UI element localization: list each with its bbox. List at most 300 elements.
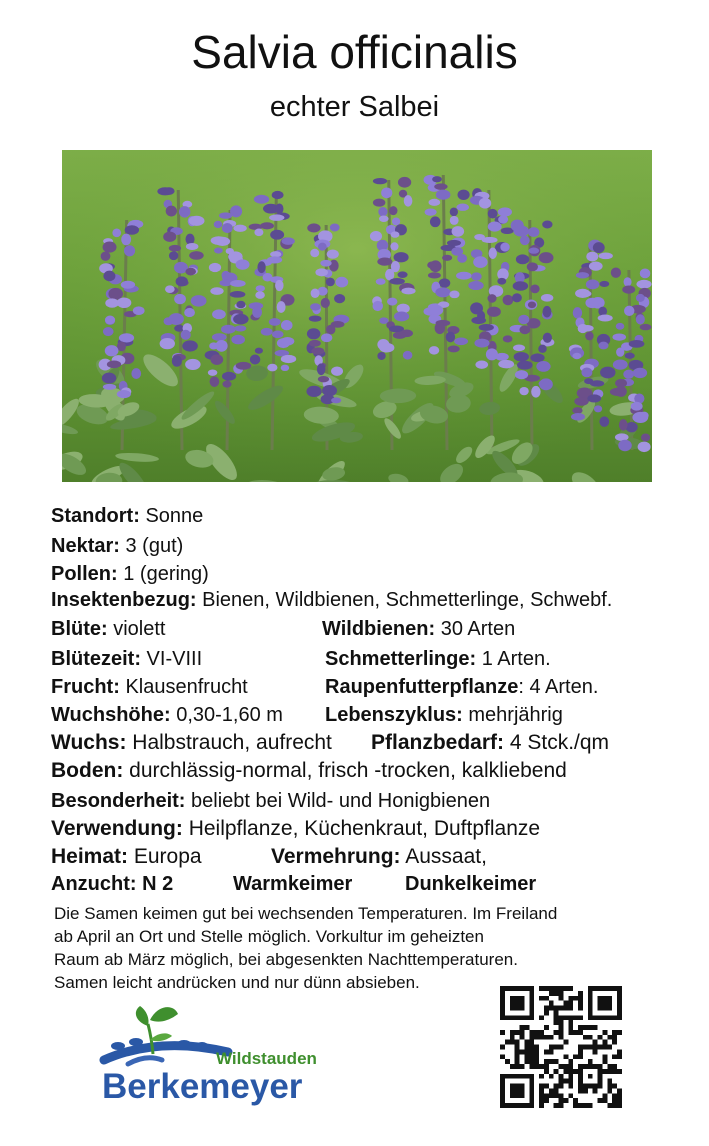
- sage-flower: [585, 332, 593, 341]
- sage-flower: [307, 328, 321, 339]
- qr-module: [607, 1079, 612, 1084]
- qr-module: [559, 1035, 564, 1040]
- sage-flower: [209, 342, 218, 349]
- qr-module: [598, 1045, 603, 1050]
- info-nektar: Nektar: 3 (gut): [51, 535, 184, 557]
- qr-module: [563, 1001, 568, 1006]
- sage-flower: [189, 251, 204, 260]
- info-wuchs: Wuchs: Halbstrauch, aufrecht: [51, 731, 332, 754]
- qr-module: [578, 996, 583, 1001]
- sage-flower: [121, 234, 131, 246]
- sage-flower: [307, 223, 320, 232]
- qr-module: [568, 1001, 573, 1006]
- qr-module: [559, 1045, 564, 1050]
- sage-flower: [105, 316, 115, 325]
- qr-module: [583, 1035, 588, 1040]
- sage-flower: [516, 254, 529, 264]
- sage-flower: [112, 228, 121, 237]
- logo-leaf-right: [150, 1007, 178, 1021]
- qr-module: [583, 1088, 588, 1093]
- qr-module: [568, 1064, 573, 1069]
- sage-flower: [208, 370, 217, 376]
- sage-flower: [598, 253, 612, 260]
- qr-module: [524, 1049, 529, 1054]
- sage-flower: [479, 198, 491, 209]
- sage-flower: [174, 294, 186, 304]
- sage-flower: [517, 361, 533, 370]
- sage-flower: [536, 361, 550, 372]
- info-verwendung: Verwendung: Heilpflanze, Küchenkraut, Duftpflanze: [51, 817, 541, 840]
- sage-flower: [212, 309, 226, 319]
- sage-flower: [381, 187, 392, 198]
- qr-module: [544, 1006, 549, 1011]
- sage-flower: [488, 222, 502, 232]
- sage-flower: [598, 342, 608, 350]
- sage-flower: [379, 343, 394, 353]
- sage-flower: [108, 288, 123, 300]
- sage-flower: [454, 338, 468, 346]
- qr-module: [578, 1001, 583, 1006]
- qr-module: [549, 991, 554, 996]
- qr-module: [534, 1045, 539, 1050]
- sage-flower: [587, 394, 601, 402]
- qr-module: [529, 1045, 534, 1050]
- sage-flower: [475, 361, 488, 369]
- sage-flower: [269, 214, 284, 221]
- sage-flower: [261, 328, 273, 336]
- sage-flower: [309, 316, 322, 322]
- qr-module: [554, 1093, 559, 1098]
- sage-flower: [456, 272, 472, 280]
- qr-module: [539, 1098, 544, 1103]
- sage-flower: [578, 324, 588, 333]
- qr-module: [554, 1006, 559, 1011]
- qr-module: [583, 1025, 588, 1030]
- qr-module: [520, 1025, 525, 1030]
- sage-flower: [488, 209, 498, 219]
- sage-flower: [515, 370, 528, 379]
- qr-module: [544, 1010, 549, 1015]
- sage-flower: [404, 195, 413, 206]
- sage-flower: [169, 251, 178, 260]
- sage-flower: [538, 345, 547, 353]
- qr-module: [588, 1035, 593, 1040]
- sage-flower: [641, 433, 650, 441]
- qr-module: [568, 1084, 573, 1089]
- sage-flower: [518, 315, 529, 324]
- sage-flower: [281, 337, 295, 346]
- info-dunkelkeimer: Dunkelkeimer: [405, 873, 537, 895]
- qr-module: [539, 1103, 544, 1108]
- sage-flower: [439, 278, 450, 287]
- info-schmetterlinge: Schmetterlinge: 1 Arten.: [325, 648, 551, 670]
- sage-flower: [612, 333, 626, 340]
- qr-module: [563, 1015, 568, 1020]
- qr-module: [544, 1059, 549, 1064]
- sage-flower: [377, 258, 392, 266]
- qr-module: [554, 1059, 559, 1064]
- sage-flower: [640, 324, 652, 330]
- sage-flower: [539, 252, 554, 263]
- sage-flower: [428, 272, 441, 278]
- qr-module: [539, 1084, 544, 1089]
- sage-flower: [186, 243, 199, 250]
- sage-flower: [318, 376, 329, 382]
- qr-module: [549, 986, 554, 991]
- qr-module: [554, 986, 559, 991]
- qr-module: [529, 1049, 534, 1054]
- sage-flower: [519, 325, 530, 334]
- qr-module: [573, 1030, 578, 1035]
- plant-common-name: echter Salbei: [269, 91, 440, 123]
- qr-module: [593, 1049, 598, 1054]
- sage-flower: [594, 405, 602, 412]
- qr-module: [568, 1015, 573, 1020]
- sage-flower: [613, 360, 628, 370]
- qr-module: [617, 1030, 622, 1035]
- sage-flower: [326, 325, 335, 335]
- qr-module: [573, 996, 578, 1001]
- info-besonderheit: Besonderheit: beliebt bei Wild- und Honigbienen: [51, 790, 491, 812]
- sage-flower: [272, 191, 284, 199]
- qr-module: [534, 1059, 539, 1064]
- sage-flower: [585, 298, 599, 308]
- sage-flower: [334, 294, 345, 303]
- qr-module: [593, 1088, 598, 1093]
- sage-flower: [101, 251, 111, 260]
- sage-flower: [543, 306, 552, 318]
- sage-flower: [586, 279, 599, 289]
- sage-flower: [473, 256, 487, 268]
- sage-flower: [571, 413, 585, 421]
- sage-flower: [103, 241, 117, 252]
- qr-module: [559, 1103, 564, 1108]
- qr-module: [554, 991, 559, 996]
- sage-flower: [210, 287, 223, 295]
- qr-module: [559, 1093, 564, 1098]
- sage-flower: [498, 207, 512, 216]
- sage-flower: [320, 260, 331, 267]
- sage-flower: [625, 353, 635, 359]
- sage-flower: [160, 338, 175, 349]
- sage-flower: [530, 353, 544, 362]
- sage-flower: [182, 340, 198, 351]
- sage-flower: [327, 249, 339, 258]
- qr-module: [617, 1054, 622, 1059]
- qr-module: [524, 1025, 529, 1030]
- qr-module: [554, 1103, 559, 1108]
- sage-flower: [429, 199, 441, 206]
- sage-flower: [267, 256, 282, 263]
- sage-flower: [514, 352, 529, 362]
- sage-flower: [189, 216, 205, 226]
- qr-module: [588, 1059, 593, 1064]
- sage-flower: [214, 247, 223, 253]
- qr-module: [602, 1093, 607, 1098]
- sage-flower: [394, 311, 409, 321]
- qr-module: [607, 1069, 612, 1074]
- sage-flower: [593, 242, 605, 253]
- sage-flower: [427, 262, 436, 269]
- qr-module: [573, 1054, 578, 1059]
- sage-flower: [121, 281, 135, 289]
- sage-flower: [432, 176, 442, 182]
- info-pflanzbedarf: Pflanzbedarf: 4 Stck./qm: [371, 731, 610, 754]
- sage-flower: [131, 368, 141, 379]
- sage-flower: [185, 359, 200, 370]
- description-line: Raum ab März möglich, bei abgesenkten Nachttemperaturen.: [54, 950, 518, 969]
- sage-flower: [450, 207, 458, 216]
- qr-module: [559, 1006, 564, 1011]
- sage-flower: [211, 236, 227, 245]
- sage-flower: [222, 223, 233, 233]
- qr-module: [534, 1030, 539, 1035]
- qr-module: [617, 1049, 622, 1054]
- sage-flower: [389, 278, 404, 285]
- sage-flower: [495, 353, 509, 361]
- sage-flower: [576, 272, 589, 278]
- sage-flower: [250, 355, 260, 365]
- sage-flower: [331, 397, 341, 403]
- sage-flower: [528, 248, 539, 254]
- sage-flower: [434, 183, 447, 189]
- qr-module: [539, 1030, 544, 1035]
- sage-flower: [373, 199, 385, 207]
- qr-module: [563, 1040, 568, 1045]
- sage-flower: [165, 285, 175, 293]
- qr-module: [524, 1059, 529, 1064]
- info-bluete: Blüte: violett: [51, 618, 166, 640]
- sage-flower: [281, 320, 293, 330]
- sage-flower: [586, 252, 598, 262]
- sage-flower: [270, 230, 284, 240]
- sage-flower: [442, 255, 452, 261]
- qr-module: [554, 1015, 559, 1020]
- qr-module: [515, 1040, 520, 1045]
- description-line: Die Samen keimen gut bei wechsenden Temperaturen. Im Freiland: [54, 904, 558, 923]
- sage-flower: [335, 277, 348, 288]
- sage-flower: [210, 354, 223, 365]
- qr-module: [578, 991, 583, 996]
- qr-module: [544, 1025, 549, 1030]
- qr-module: [520, 1035, 525, 1040]
- sage-flower: [624, 277, 632, 286]
- qr-module: [568, 1079, 573, 1084]
- qr-module: [578, 1015, 583, 1020]
- qr-module: [539, 1088, 544, 1093]
- sage-flower: [398, 271, 408, 278]
- qr-module: [612, 1040, 617, 1045]
- sage-flower: [513, 226, 529, 237]
- qr-module: [563, 1064, 568, 1069]
- qr-module: [598, 996, 613, 1011]
- sage-flower: [631, 402, 643, 411]
- qr-module: [607, 1035, 612, 1040]
- sage-flower: [157, 187, 173, 195]
- sage-flower: [611, 268, 621, 278]
- qr-module: [534, 1049, 539, 1054]
- qr-module: [524, 1040, 529, 1045]
- sage-flower: [598, 315, 613, 322]
- qr-module: [612, 1098, 617, 1103]
- sage-flower: [619, 419, 628, 430]
- sage-flower: [541, 294, 553, 302]
- sage-flower: [615, 433, 629, 441]
- info-heimat: Heimat: Europa: [51, 845, 202, 868]
- qr-module: [539, 996, 544, 1001]
- qr-module: [593, 1025, 598, 1030]
- sage-flower: [435, 287, 450, 297]
- sage-flower: [430, 216, 441, 227]
- sage-flower: [277, 301, 286, 313]
- sage-flower: [600, 367, 615, 379]
- sage-flower: [448, 345, 460, 352]
- sage-flower: [580, 291, 592, 297]
- sage-flower: [387, 298, 397, 306]
- sage-flower: [191, 295, 207, 306]
- qr-module: [549, 1035, 554, 1040]
- qr-module: [500, 1054, 505, 1059]
- sage-flower: [254, 195, 269, 204]
- sage-flower: [498, 360, 514, 369]
- qr-module: [544, 1093, 549, 1098]
- sage-flower: [221, 325, 236, 334]
- sage-flower: [498, 215, 508, 223]
- qr-module: [568, 1030, 573, 1035]
- description-line: Samen leicht andrücken und nur dünn absieben.: [54, 973, 420, 992]
- qr-code[interactable]: [500, 986, 622, 1108]
- qr-module: [559, 991, 564, 996]
- qr-module: [534, 1054, 539, 1059]
- qr-module: [573, 1103, 578, 1108]
- sage-flower: [436, 190, 451, 200]
- sowing-description: [54, 902, 654, 994]
- sage-flower: [636, 294, 645, 302]
- info-raupenfutterpflanze: Raupenfutterpflanze: 4 Arten.: [325, 676, 599, 698]
- logo-leaf-left: [136, 1006, 149, 1026]
- sage-flower: [370, 231, 382, 241]
- qr-module: [559, 1015, 564, 1020]
- sage-flower: [269, 318, 281, 326]
- qr-module: [563, 1006, 568, 1011]
- qr-module: [554, 1084, 559, 1089]
- sage-flower: [572, 407, 582, 414]
- qr-module: [559, 1025, 564, 1030]
- qr-module: [568, 996, 573, 1001]
- sage-flower: [629, 340, 645, 348]
- qr-module: [602, 1069, 607, 1074]
- sage-flower: [233, 314, 248, 325]
- qr-module: [529, 1040, 534, 1045]
- qr-module: [578, 1045, 583, 1050]
- qr-module: [559, 1030, 564, 1035]
- sage-flower: [474, 339, 489, 348]
- sage-flower: [117, 298, 131, 309]
- sage-flower: [574, 397, 588, 406]
- qr-module: [588, 1103, 593, 1108]
- info-standort: Standort: Sonne: [51, 505, 204, 527]
- sage-flower: [133, 306, 145, 315]
- sage-flower: [379, 216, 389, 222]
- sage-flower: [281, 355, 296, 363]
- qr-module: [573, 1015, 578, 1020]
- sage-flower: [210, 376, 220, 387]
- qr-module: [520, 1049, 525, 1054]
- qr-module: [529, 1054, 534, 1059]
- sage-flower: [252, 306, 262, 317]
- sage-flower: [184, 308, 195, 317]
- sage-flower: [616, 348, 624, 357]
- qr-module: [520, 1030, 525, 1035]
- qr-module: [539, 1015, 544, 1020]
- qr-module: [544, 986, 549, 991]
- sage-flower: [222, 372, 236, 381]
- sage-flower: [392, 217, 400, 225]
- qr-module: [515, 1054, 520, 1059]
- qr-module: [524, 1045, 529, 1050]
- sage-flower: [590, 380, 604, 386]
- qr-module: [593, 1045, 598, 1050]
- sage-flower: [311, 289, 320, 299]
- qr-module: [573, 1069, 578, 1074]
- qr-module: [505, 1059, 510, 1064]
- info-anzucht: Anzucht: N 2: [51, 873, 174, 895]
- sage-flower: [497, 278, 506, 285]
- sage-flower: [256, 285, 265, 291]
- qr-module: [607, 1103, 612, 1108]
- qr-module: [578, 1025, 583, 1030]
- sage-flower: [117, 390, 131, 398]
- info-vermehrung: Vermehrung: Aussaat,: [271, 845, 487, 868]
- qr-module: [515, 1059, 520, 1064]
- qr-module: [583, 1103, 588, 1108]
- qr-module: [568, 986, 573, 991]
- sage-flower: [181, 330, 191, 340]
- sage-flower: [236, 259, 250, 269]
- sage-flower: [512, 293, 522, 302]
- qr-module: [559, 986, 564, 991]
- sage-flower: [103, 384, 116, 390]
- sage-flower: [169, 313, 184, 325]
- sage-flower: [275, 280, 283, 291]
- sage-flower: [389, 206, 397, 215]
- qr-module: [544, 996, 549, 1001]
- qr-module: [554, 1088, 559, 1093]
- qr-module: [510, 1040, 515, 1045]
- qr-module: [510, 1030, 515, 1035]
- sage-flower: [255, 348, 263, 354]
- sage-flower: [105, 345, 119, 356]
- qr-module: [578, 1103, 583, 1108]
- qr-module: [539, 986, 544, 991]
- qr-module: [544, 1035, 549, 1040]
- sage-flower: [172, 356, 182, 367]
- qr-module: [529, 1035, 534, 1040]
- qr-module: [520, 1064, 525, 1069]
- sage-flower: [479, 324, 494, 331]
- qr-module: [588, 1074, 593, 1079]
- sage-flower: [513, 281, 528, 291]
- qr-module: [598, 1035, 603, 1040]
- sage-flower: [214, 221, 223, 228]
- sage-flower: [310, 303, 321, 310]
- qr-module: [549, 1049, 554, 1054]
- sage-flower: [107, 361, 121, 369]
- qr-module: [568, 1020, 573, 1025]
- sage-flower: [519, 387, 528, 395]
- qr-module: [617, 1098, 622, 1103]
- qr-module: [573, 1098, 578, 1103]
